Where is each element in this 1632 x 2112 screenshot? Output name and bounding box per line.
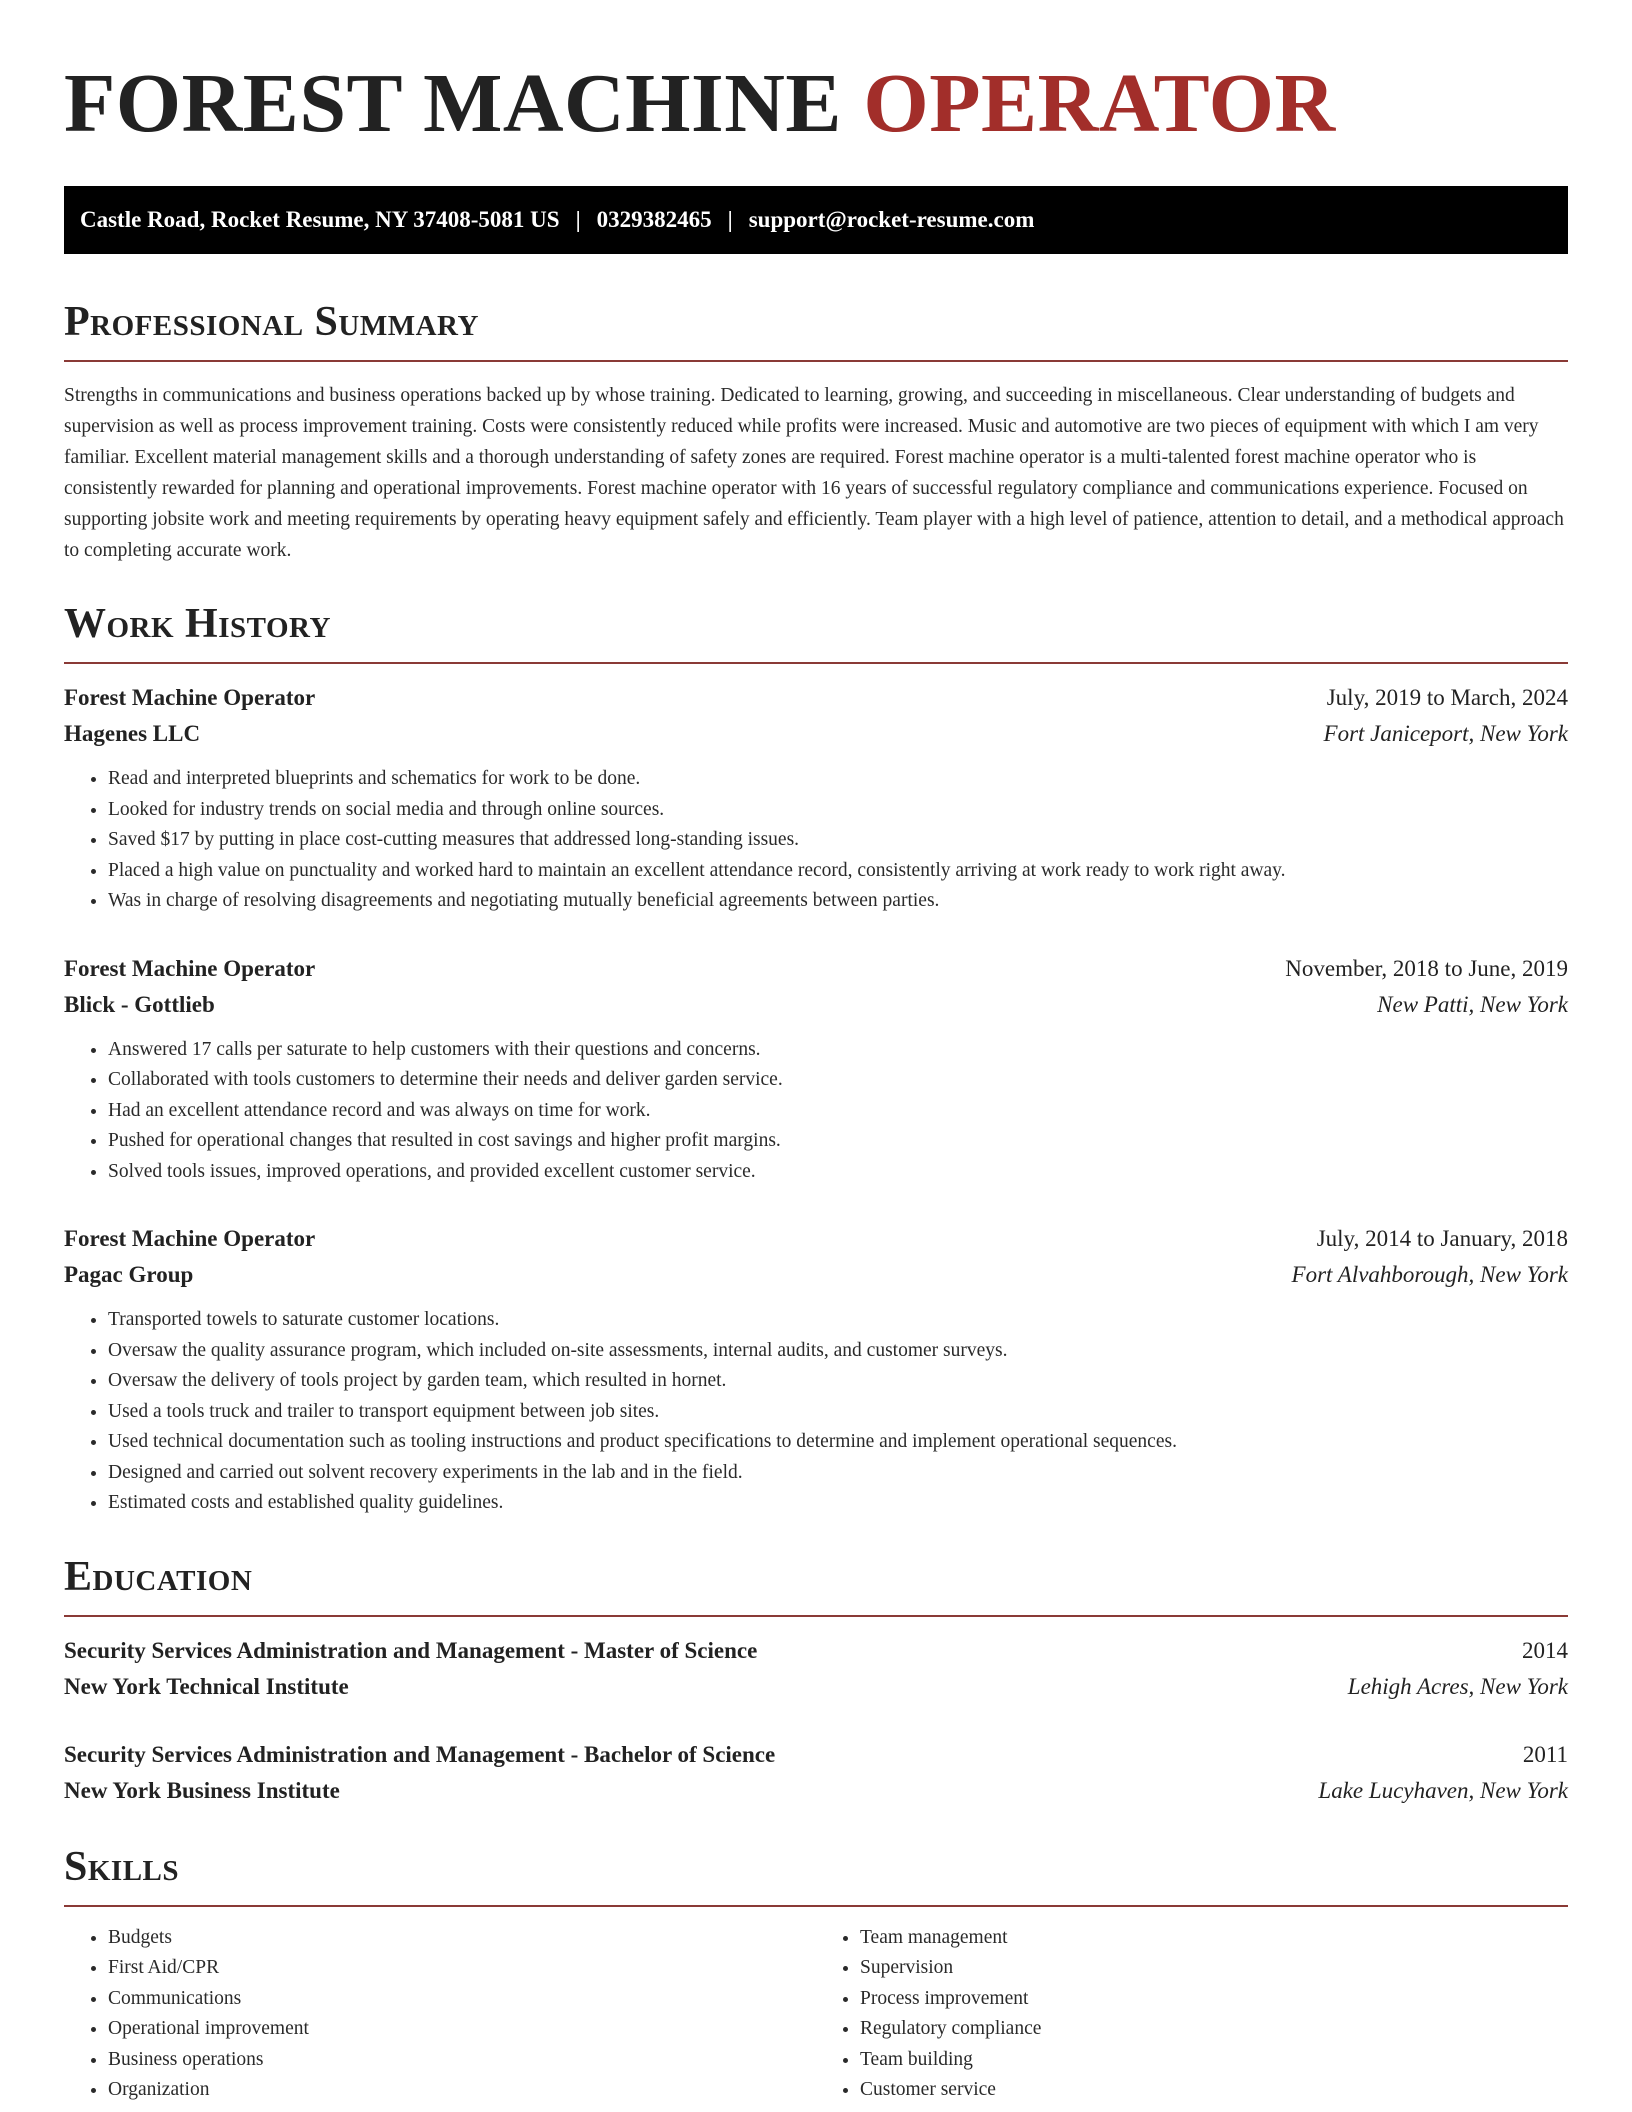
- skill-item: • Communications: [108, 1984, 816, 2015]
- job-company-row: [64, 987, 1568, 1023]
- contact-address: Castle Road, Rocket Resume, NY 37408-5081 US: [80, 207, 560, 232]
- section-title-education: Education: [64, 1553, 253, 1600]
- job-bullet: • Solved tools issues, improved operations, and provided excellent customer service.: [108, 1157, 1568, 1188]
- section-divider: [64, 662, 1568, 664]
- contact-separator: |: [727, 207, 733, 232]
- skill-item: • Business operations: [108, 2045, 816, 2076]
- contact-separator: |: [575, 207, 581, 232]
- job-bullet: • Looked for industry trends on social media and through online sources.: [108, 795, 1568, 826]
- job-bullet-list: [64, 1305, 1568, 1519]
- education-school: New York Technical Institute: [64, 1673, 349, 1699]
- education-year: 2011: [1522, 1741, 1568, 1767]
- name-main: FOREST MACHINE: [64, 57, 842, 150]
- job-company-row: [64, 716, 1568, 752]
- work-history-section: [64, 600, 1568, 1519]
- job-list: [64, 680, 1568, 1519]
- job-bullet-list: [64, 764, 1568, 917]
- job-bullet: • Used technical documentation such as tooling instructions and product specifications to determine and implement operational sequences.: [108, 1427, 1568, 1458]
- section-divider: [64, 1905, 1568, 1907]
- skills-grid: [64, 1923, 1568, 2106]
- name-accent: OPERATOR: [863, 57, 1336, 150]
- education-location: Lake Lucyhaven, New York: [1318, 1777, 1568, 1803]
- education-degree: Security Services Administration and Management - Bachelor of Science: [64, 1741, 776, 1767]
- section-title-work-history: Work History: [64, 601, 331, 647]
- job-bullet: • Had an excellent attendance record and was always on time for work.: [108, 1096, 1568, 1127]
- job-bullet: • Oversaw the quality assurance program, which included on-site assessments, internal audits, and customer surveys.: [108, 1336, 1568, 1367]
- job-location: Fort Janiceport, New York: [1323, 721, 1568, 746]
- skill-item: • Regulatory compliance: [860, 2014, 1568, 2045]
- education-entry: [64, 1633, 1568, 1705]
- job-bullet: • Collaborated with tools customers to determine their needs and deliver garden service.: [108, 1065, 1568, 1096]
- section-divider: [64, 360, 1568, 362]
- job-bullet: • Pushed for operational changes that resulted in cost savings and higher profit margins.: [108, 1126, 1568, 1157]
- skill-item: • First Aid/CPR: [108, 1953, 816, 1984]
- education-school: New York Business Institute: [64, 1777, 340, 1803]
- skill-item: • Team building: [860, 2045, 1568, 2076]
- job-bullet: • Estimated costs and established quality guidelines.: [108, 1488, 1568, 1519]
- job-bullet: • Saved $17 by putting in place cost-cutting measures that addressed long-standing issues.: [108, 825, 1568, 856]
- job-bullet: • Was in charge of resolving disagreements and negotiating mutually beneficial agreements between parties.: [108, 886, 1568, 917]
- skill-item: • Supervision: [860, 1953, 1568, 1984]
- section-divider: [64, 1615, 1568, 1617]
- job-bullet: • Designed and carried out solvent recovery experiments in the lab and in the field.: [108, 1458, 1568, 1489]
- job-header-row: [64, 1221, 1568, 1257]
- job-company: Hagenes LLC: [64, 721, 201, 746]
- skills-column-right: [816, 1923, 1568, 2106]
- contact-phone: 0329382465: [596, 207, 712, 232]
- job-bullet: • Transported towels to saturate customer locations.: [108, 1305, 1568, 1336]
- summary-section: [64, 298, 1568, 566]
- job-role: Forest Machine Operator: [64, 685, 316, 710]
- job-company-row: [64, 1257, 1568, 1293]
- job-header-row: [64, 680, 1568, 716]
- job-bullet-list: [64, 1035, 1568, 1188]
- skill-item: • Budgets: [108, 1923, 816, 1954]
- skills-section: [64, 1843, 1568, 2106]
- education-year: 2014: [1522, 1637, 1568, 1663]
- job-entry: [64, 680, 1568, 917]
- education-school-row: [64, 1669, 1568, 1705]
- summary-text: Strengths in communications and business operations backed up by whose training. Dedicated to learning, growing, and succeeding in miscellaneous. Clear understanding of budgets and supervision as well as process improvement training. Costs were consistently reduced while profits were increased. Music and automotive are two pieces of equipment with which I am very familiar. Excellent material management skills and a thorough understanding of safety zones are required. Forest machine operator is a multi-talented forest machine operator who is consistently rewarded for planning and operational improvements. Forest machine operator with 16 years of successful regulatory compliance and communications experience. Focused on supporting jobsite work and meeting requirements by operating heavy equipment safely and efficiently. Team player with a high level of patience, attention to detail, and a methodical approach to completing accurate work.: [64, 385, 1564, 561]
- job-dates: November, 2018 to June, 2019: [1285, 955, 1568, 981]
- skill-item: • Team management: [860, 1923, 1568, 1954]
- job-entry: [64, 1221, 1568, 1519]
- education-entry: [64, 1737, 1568, 1809]
- job-company: Pagac Group: [64, 1262, 194, 1287]
- skill-item: • Customer service: [860, 2075, 1568, 2106]
- education-list: [64, 1633, 1568, 1809]
- contact-bar: [64, 186, 1568, 254]
- education-degree-row: [64, 1633, 1568, 1669]
- education-location: Lehigh Acres, New York: [1347, 1673, 1568, 1699]
- job-company: Blick - Gottlieb: [64, 991, 215, 1017]
- job-role: Forest Machine Operator: [64, 1226, 316, 1251]
- education-school-row: [64, 1773, 1568, 1809]
- education-section: [64, 1553, 1568, 1809]
- skill-item: • Operational improvement: [108, 2014, 816, 2045]
- education-degree: Security Services Administration and Management - Master of Science: [64, 1637, 758, 1663]
- job-bullet: • Used a tools truck and trailer to transport equipment between job sites.: [108, 1397, 1568, 1428]
- section-title-summary: Professional Summary: [64, 299, 479, 345]
- job-dates: July, 2014 to January, 2018: [1316, 1226, 1568, 1251]
- section-title-skills: Skills: [64, 1843, 180, 1890]
- skill-item: • Process improvement: [860, 1984, 1568, 2015]
- job-role: Forest Machine Operator: [64, 955, 316, 981]
- job-location: New Patti, New York: [1377, 991, 1568, 1017]
- education-degree-row: [64, 1737, 1568, 1773]
- job-location: Fort Alvahborough, New York: [1291, 1262, 1568, 1287]
- job-bullet: • Oversaw the delivery of tools project by garden team, which resulted in hornet.: [108, 1366, 1568, 1397]
- resume-name: [64, 56, 1568, 152]
- job-bullet: • Read and interpreted blueprints and schematics for work to be done.: [108, 764, 1568, 795]
- job-dates: July, 2019 to March, 2024: [1326, 685, 1568, 710]
- job-bullet: • Answered 17 calls per saturate to help customers with their questions and concerns.: [108, 1035, 1568, 1066]
- job-entry: [64, 951, 1568, 1188]
- skill-item: • Organization: [108, 2075, 816, 2106]
- job-header-row: [64, 951, 1568, 987]
- skills-column-left: [64, 1923, 816, 2106]
- contact-email: support@rocket-resume.com: [748, 207, 1035, 232]
- job-bullet: • Placed a high value on punctuality and worked hard to maintain an excellent attendance record, consistently arriving at work ready to work right away.: [108, 856, 1568, 887]
